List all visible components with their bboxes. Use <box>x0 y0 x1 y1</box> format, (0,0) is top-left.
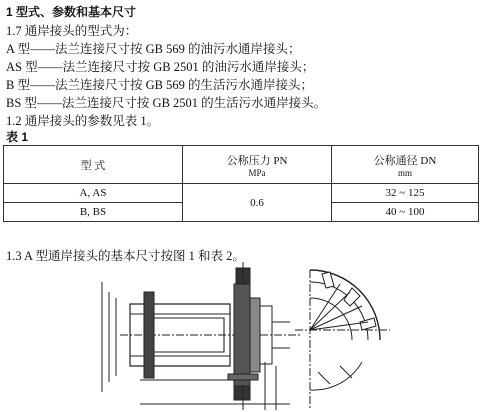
row-type-cell: A, AS <box>4 184 183 203</box>
section-heading: 1 型式、参数和基本尺寸 <box>6 5 137 19</box>
row-dn-cell: 32 ~ 125 <box>332 184 479 203</box>
row-dn-cell: 40 ~ 100 <box>332 203 479 222</box>
table-header-row <box>4 146 479 184</box>
type-bs-line: BS 型——法兰连接尺寸按 GB 2501 的生活污水通岸接头。 <box>6 96 327 110</box>
type-a-line: A 型——法兰连接尺寸按 GB 569 的油污水通岸接头； <box>6 42 301 56</box>
clause-1-2: 1.2 通岸接头的参数见表 1。 <box>6 114 160 128</box>
header-type: 型 式 <box>4 146 183 184</box>
clause-1-7: 1.7 通岸接头的型式为： <box>6 24 138 38</box>
connector-drawing <box>100 262 400 412</box>
type-b-line: B 型——法兰连接尺寸按 GB 569 的生活污水通岸接头； <box>6 78 313 92</box>
row-type-cell: B, BS <box>4 203 183 222</box>
clause-1-3: 1.3 A 型通岸接头的基本尺寸按图 1 和表 2。 <box>6 249 245 263</box>
table-caption: 表 1 <box>6 130 29 144</box>
end-view <box>295 270 390 410</box>
header-dn: 公称通径 DN mm <box>332 146 479 184</box>
parameter-table <box>3 145 479 222</box>
table-row <box>4 184 479 203</box>
type-as-line: AS 型——法兰连接尺寸按 GB 2501 的油污水通岸接头； <box>6 60 315 74</box>
side-view <box>102 262 300 410</box>
header-pn: 公称压力 PN MPa <box>183 146 332 184</box>
pn-value-cell: 0.6 <box>183 184 332 222</box>
